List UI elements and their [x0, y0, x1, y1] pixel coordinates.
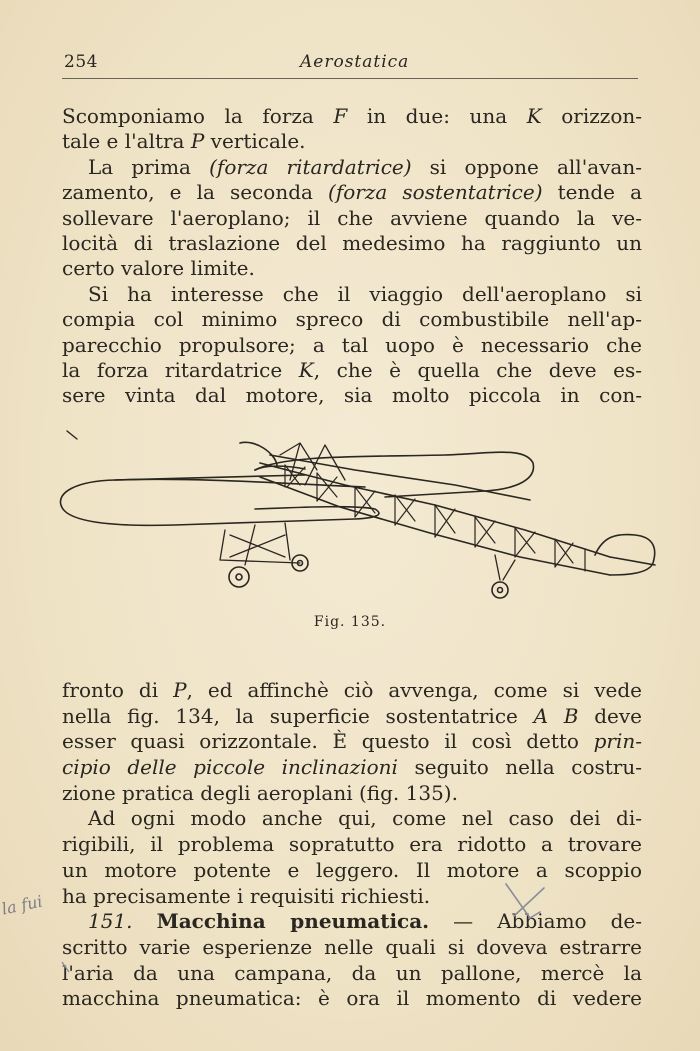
text-line: Ad ogni modo anche qui, come nel caso dei di-: [88, 806, 642, 831]
text-line: compia col minimo spreco di combustibile nell'ap-: [62, 307, 642, 332]
text-line: zione pratica degli aeroplani (fig. 135).: [62, 780, 458, 805]
text-line: locità di traslazione del medesimo ha raggiunto un: [62, 230, 642, 255]
figure-caption: Fig. 135.: [313, 614, 387, 630]
page-number: 254: [64, 52, 98, 72]
text-line: un motore potente e leggero. Il motore a scoppio: [62, 857, 642, 882]
text-line: Si ha interesse che il viaggio dell'aeroplano si: [88, 281, 642, 306]
text-line: sere vinta dal motore, sia molto piccola in con-: [62, 383, 642, 408]
text-line: nella fig. 134, la superficie sostentatrice A B deve: [62, 703, 642, 728]
section-title: Macchina pneumatica.: [156, 909, 430, 934]
text-line: tale e l'altra P verticale.: [62, 129, 306, 154]
running-title: Aerostatica: [300, 52, 410, 72]
text-line: rigibili, il problema sopratutto era ridotto a trovare: [62, 832, 642, 857]
handwritten-margin-note: la fui: [0, 891, 45, 919]
text-line: la forza ritardatrice K, che è quella che deve es-: [62, 357, 642, 382]
section-heading-line: 151. Macchina pneumatica. — Abbiamo de-: [88, 909, 642, 934]
text-line: La prima (forza ritardatrice) si oppone all'avan-: [88, 154, 642, 179]
section-number: 151.: [88, 909, 133, 934]
text-line: cipio delle piccole inclinazioni seguito nella costru-: [62, 755, 642, 780]
monoplane-illustration-icon: [55, 425, 660, 610]
text-line: ha precisamente i requisiti richiesti.: [62, 883, 431, 908]
paragraph-top: [62, 104, 642, 409]
paragraph-bottom: [62, 678, 642, 1012]
text-line: fronto di P, ed affinchè ciò avvenga, come si vede: [62, 678, 642, 702]
text-line: Scomponiamo la forza F in due: una K orizzon-: [62, 104, 642, 128]
text-line: zamento, e la seconda (forza sostentatrice) tende a: [62, 180, 643, 205]
text-line: esser quasi orizzontale. È questo il così detto prin-: [62, 729, 642, 754]
text-line: macchina pneumatica: è ora il momento di vedere: [62, 986, 642, 1011]
text-line: sollevare l'aeroplano; il che avviene quando la ve-: [62, 205, 642, 230]
figure-monoplane: [55, 425, 660, 610]
pencil-tick-icon: [60, 960, 72, 976]
text-line: parecchio propulsore; a tal uopo è necessario che: [62, 332, 642, 357]
text-line: scritto varie esperienze nelle quali si doveva estrarre: [62, 934, 642, 959]
text-line: certo valore limite.: [62, 256, 255, 281]
pencil-cross-mark-icon: [500, 878, 550, 924]
text-line: l'aria da una campana, da un pallone, mercè la: [62, 960, 642, 985]
page-header: [62, 50, 638, 79]
